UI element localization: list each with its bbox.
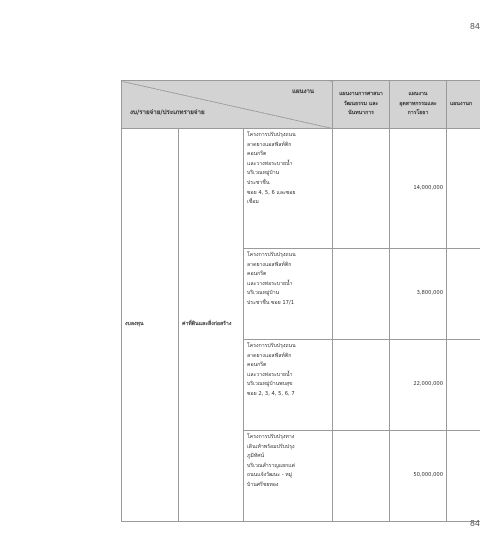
other-amount-cell (447, 431, 480, 522)
project-line: โครงการปรับปรุงถนน (247, 132, 296, 138)
header-line: อุตสาหกรรมและ (399, 100, 437, 107)
project-line: โครงการปรับปรุงถนน (247, 252, 296, 258)
religion-amount-cell (333, 129, 390, 249)
header-line: แผนงานก (450, 100, 473, 107)
project-description (244, 340, 333, 431)
project-description (244, 129, 333, 249)
header-line: แผนงานการศาสนา (339, 91, 383, 98)
project-line: บ้านศรีชยทอง (247, 481, 279, 488)
project-description (244, 249, 333, 340)
project-description (244, 431, 333, 522)
header-line: นันทนาการ (348, 110, 374, 117)
table-row (122, 129, 480, 249)
page-number-bottom: 84 (469, 519, 480, 528)
project-line: บริเวณหมู่บ้าน (247, 290, 280, 297)
header-column-other (447, 81, 480, 129)
expense-type-cell: ค่าที่ดินและสิ่งก่อสร้าง (179, 129, 244, 522)
other-amount-cell (447, 340, 480, 431)
project-line: ลาดยางแอสฟัลท์ติก (247, 261, 292, 268)
religion-amount-cell (333, 249, 390, 340)
header-column-religion (333, 81, 390, 129)
project-line: เชื่อม (247, 199, 259, 206)
project-line: ลาดยางแอสฟัลท์ติก (247, 352, 292, 359)
project-line: และวางท่อระบายน้ำ (247, 160, 293, 167)
project-line: โครงการปรับปรุงทาง (247, 434, 295, 440)
page-number-top: 84 (469, 22, 480, 31)
project-line: คอนกรีต (247, 151, 267, 158)
project-line: คอนกรีต (247, 271, 267, 278)
project-line: บริเวณหมู่บ้านพบสุข (247, 381, 293, 388)
industry-amount-cell: 50,000,000 (390, 431, 447, 522)
header-line: วัฒนธรรม และ (343, 100, 379, 107)
industry-amount-cell: 14,000,000 (390, 129, 447, 249)
project-line: บริเวณหมู่บ้าน (247, 170, 280, 177)
header-diagonal-cell (122, 81, 333, 129)
project-line: ลาดยางแอสฟัลท์ติก (247, 141, 292, 148)
project-line: ถนนแจ้งวัฒนะ - หมู่ (247, 472, 293, 479)
project-line: บริเวณสำราญแยกแต่ (247, 462, 296, 469)
industry-amount-cell: 3,800,000 (390, 249, 447, 340)
other-amount-cell (447, 249, 480, 340)
project-line: โครงการปรับปรุงถนน (247, 343, 296, 349)
header-plan-label: แผนงาน (292, 88, 315, 95)
project-line: ประชาชื่น ซอย 17/1 (247, 299, 294, 306)
project-line: และวางท่อระบายน้ำ (247, 280, 293, 287)
other-amount-cell (447, 129, 480, 249)
project-line: ภูมิทัศน์ (247, 453, 265, 460)
project-line: ประชาชื่น (247, 179, 270, 186)
religion-amount-cell (333, 431, 390, 522)
header-line: การโยธา (407, 110, 429, 117)
header-line: แผนงาน (408, 91, 428, 98)
budget-type-cell: งบลงทุน (122, 129, 179, 522)
header-column-industry (390, 81, 447, 129)
table-header-row (122, 81, 480, 129)
project-line: คอนกรีต (247, 362, 267, 369)
budget-table (121, 80, 480, 522)
project-line: ซอย 2, 3, 4, 5, 6, 7 (247, 390, 295, 397)
religion-amount-cell (333, 340, 390, 431)
project-line: และวางท่อระบายน้ำ (247, 371, 293, 378)
header-category-label: งบ/รายจ่าย/ประเภทรายจ่าย (130, 109, 205, 117)
project-line: ซอย 4, 5, 6 และซอย (247, 189, 296, 196)
project-line: เดินเท้าพร้อมปรับปรุง (247, 443, 295, 450)
industry-amount-cell: 22,000,000 (390, 340, 447, 431)
